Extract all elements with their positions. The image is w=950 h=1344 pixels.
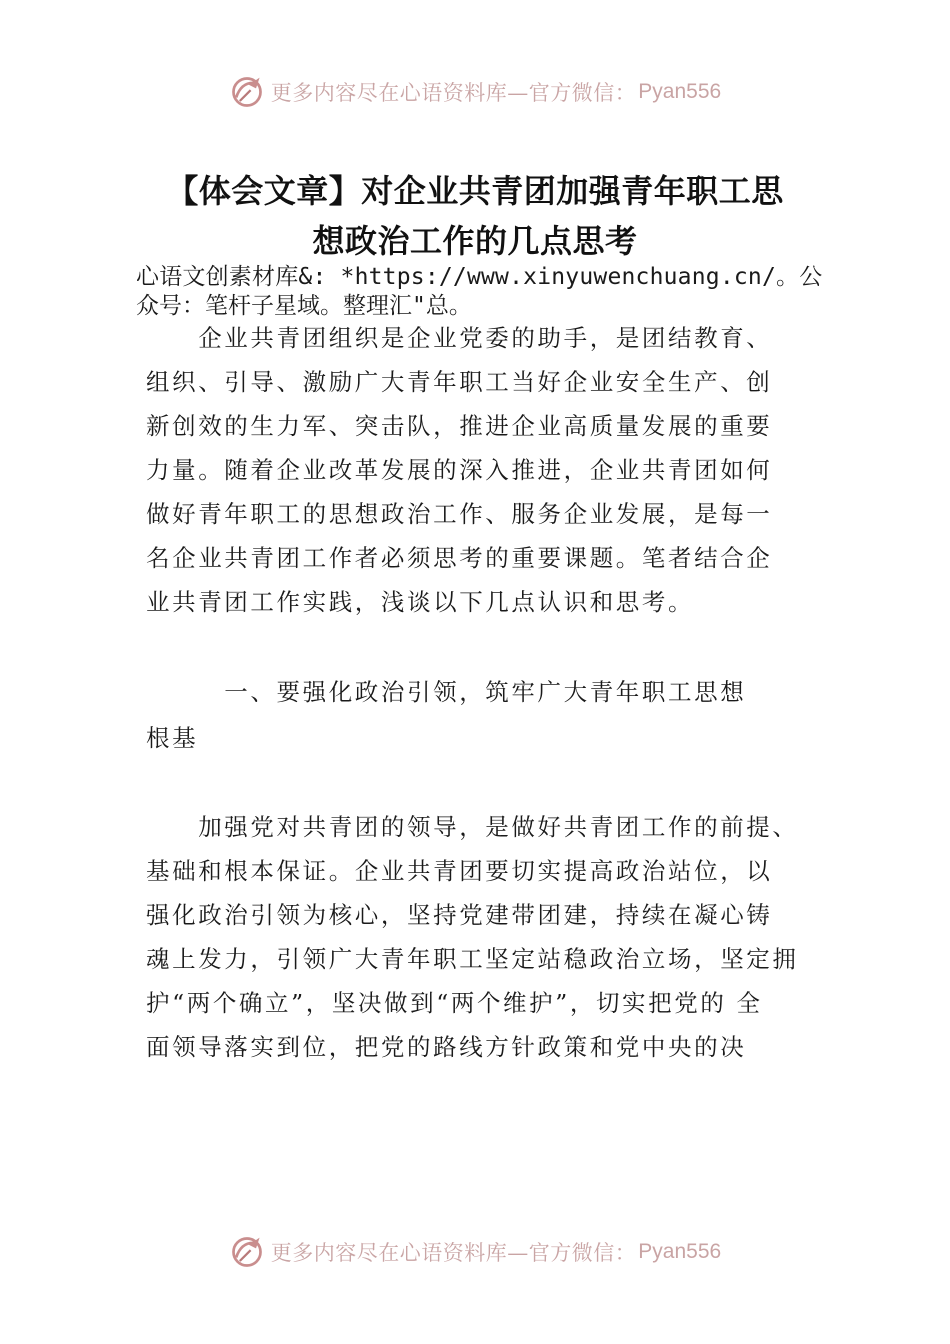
intro-paragraph-line: 新创效的生力军、突击队，推进企业高质量发展的重要 [146,412,773,440]
section-body-line: 护“两个确立”，坚决做到“两个维护”，切实把党的 全 [146,989,763,1017]
watermark-wechat-id: Pyan556 [638,1240,722,1263]
section-heading-line: 一、要强化政治引领，筑牢广大青年职工思想 [146,678,747,706]
source-line-2: 众号：笔杆子星域。整理汇"总。 [136,293,472,319]
document-title-line-1: 【体会文章】对企业共青团加强青年职工思 [166,172,784,210]
intro-paragraph-line: 名企业共青团工作者必须思考的重要课题。笔者结合企 [146,544,773,572]
section-heading-line: 根基 [146,724,199,752]
document-title-line-2: 想政治工作的几点思考 [312,222,638,260]
section-body-line: 面领导落实到位，把党的路线方针政策和党中央的决 [146,1033,747,1061]
pen-logo-icon [229,74,265,110]
pen-logo-icon [229,1234,265,1270]
section-body-line: 强化政治引领为核心，坚持党建带团建，持续在凝心铸 [146,901,773,929]
section-body-line: 魂上发力，引领广大青年职工坚定站稳政治立场，坚定拥 [146,945,799,973]
header-watermark [0,72,950,112]
watermark-wechat-id: Pyan556 [638,80,722,103]
source-line-1: 心语文创素材库&: *https://www.xinyuwenchuang.cn/。公 [136,264,823,290]
watermark-text: 更多内容尽在心语资料库—官方微信： [270,1241,637,1265]
intro-paragraph-line: 组织、引导、激励广大青年职工当好企业安全生产、创 [146,368,773,396]
intro-paragraph-line: 业共青团工作实践，浅谈以下几点认识和思考。 [146,588,695,616]
footer-watermark [0,1232,950,1272]
intro-paragraph-line: 做好青年职工的思想政治工作、服务企业发展，是每一 [146,500,773,528]
section-body-line: 基础和根本保证。企业共青团要切实提高政治站位，以 [146,857,773,885]
intro-paragraph-line: 力量。随着企业改革发展的深入推进，企业共青团如何 [146,456,773,484]
watermark-text: 更多内容尽在心语资料库—官方微信： [270,81,637,105]
section-body-line: 加强党对共青团的领导，是做好共青团工作的前提、 [146,813,799,841]
intro-paragraph-line: 企业共青团组织是企业党委的助手，是团结教育、 [146,324,773,352]
